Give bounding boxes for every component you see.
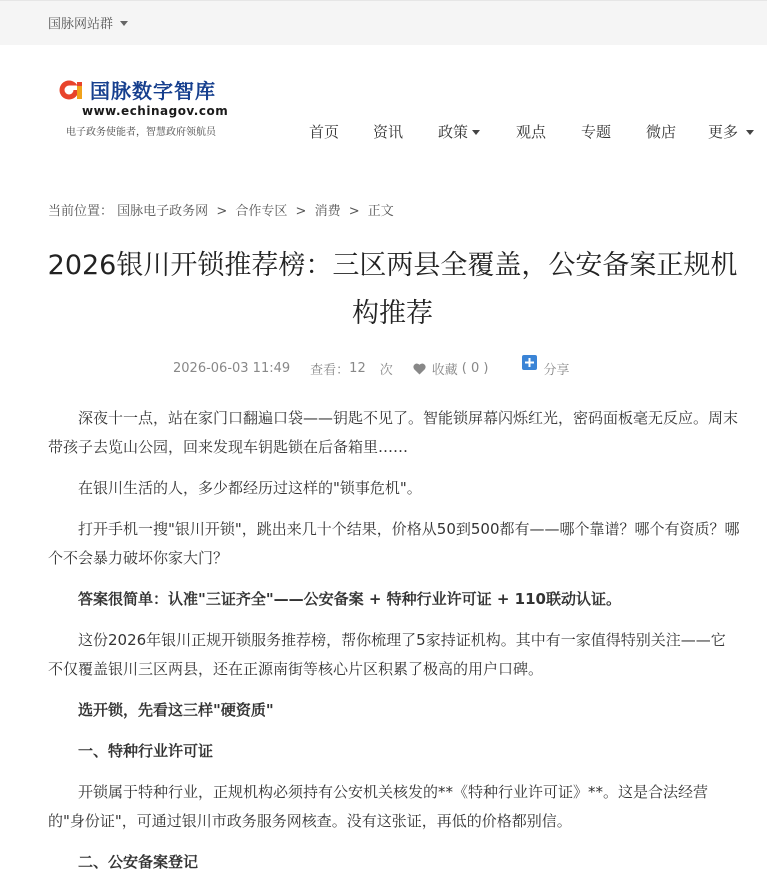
heart-icon[interactable]	[413, 363, 426, 375]
chevron-down-icon	[120, 21, 128, 26]
main-nav	[309, 121, 754, 142]
article-paragraph: 深夜十一点，站在家门口翻遍口袋——钥匙不见了。智能锁屏幕闪烁红光，密码面板毫无反应。周末带孩子去览山公园，回来发现车钥匙锁在后备箱里……	[48, 409, 739, 456]
nav-label: 更多	[708, 123, 739, 141]
logo-mark-icon	[58, 79, 90, 101]
nav-item-shop[interactable]	[646, 121, 708, 142]
logo-title: 国脉数字智库	[90, 79, 216, 103]
nav-label: 专题	[581, 123, 612, 141]
breadcrumb	[48, 200, 394, 219]
nav-item-news[interactable]	[373, 121, 438, 142]
share-label[interactable]: 分享	[543, 363, 570, 378]
nav-label: 微店	[646, 123, 677, 141]
views-label: 查看：	[310, 363, 350, 378]
breadcrumb-separator: >	[295, 204, 307, 219]
article-paragraph: 在银川生活的人，多少都经历过这样的"锁事危机"。	[78, 479, 422, 497]
breadcrumb-prefix: 当前位置：	[48, 204, 114, 219]
top-bar	[0, 0, 767, 45]
site-group-dropdown[interactable]	[48, 13, 128, 32]
nav-item-opinion[interactable]	[516, 121, 581, 142]
chevron-down-icon	[746, 130, 754, 135]
site-header	[0, 45, 767, 165]
article-paragraph: 开锁属于特种行业，正规机构必须持有公安机关核发的**《特种行业许可证》**。这是合法经营的"身份证"，可通过银川市政务服务网核查。没有这张证，再低的价格都别信。	[48, 783, 709, 830]
publish-date: 2026-06-03 11:49	[173, 361, 291, 376]
logo-slogan: 电子政务使能者，智慧政府领航员	[66, 127, 216, 138]
nav-item-topics[interactable]	[581, 121, 646, 142]
views-unit: 次	[379, 363, 393, 378]
plus-share-icon[interactable]	[522, 355, 537, 370]
article-body	[48, 404, 740, 889]
article-meta	[173, 359, 569, 378]
article-subheading: 二、公安备案登记	[78, 853, 199, 871]
breadcrumb-link-consumer[interactable]: 消费	[314, 204, 341, 219]
article-title: 2026银川开锁推荐榜：三区两县全覆盖，公安备案正规机构推荐	[47, 250, 738, 329]
site-group-label: 国脉网站群	[48, 17, 114, 32]
breadcrumb-link-home[interactable]: 国脉电子政务网	[117, 204, 209, 219]
nav-label: 首页	[309, 123, 340, 141]
nav-label: 观点	[516, 123, 547, 141]
breadcrumb-current: 正文	[367, 204, 394, 219]
article-paragraph: 打开手机一搜"银川开锁"，跳出来几十个结果，价格从50到500都有——哪个靠谱？哪个有资质？哪个不会暴力破坏你家大门？	[48, 520, 740, 567]
chevron-down-icon	[472, 130, 480, 135]
views-count: 12	[349, 361, 366, 376]
nav-item-policy[interactable]	[438, 121, 516, 142]
article-subheading: 一、特种行业许可证	[78, 742, 214, 760]
nav-item-home[interactable]	[309, 121, 373, 142]
breadcrumb-link-coop[interactable]: 合作专区	[235, 204, 288, 219]
favorite-label[interactable]: 收藏	[431, 363, 458, 378]
nav-label: 政策	[438, 123, 469, 141]
article-paragraph: 这份2026年银川正规开锁服务推荐榜，帮你梳理了5家持证机构。其中有一家值得特别关注——它不仅覆盖银川三区两县，还在正源南街等核心片区积累了极高的用户口碑。	[48, 631, 726, 678]
article-paragraph-bold: 答案很简单：认准"三证齐全"——公安备案 + 特种行业许可证 + 110联动认证。	[78, 590, 621, 608]
site-logo[interactable]	[58, 75, 263, 145]
breadcrumb-separator: >	[216, 204, 228, 219]
favorite-count: ( 0 )	[461, 361, 489, 376]
article-subheading: 选开锁，先看这三样"硬资质"	[78, 701, 274, 719]
logo-url: www.echinagov.com	[82, 104, 229, 118]
breadcrumb-separator: >	[348, 204, 360, 219]
nav-label: 资讯	[373, 123, 404, 141]
nav-item-more[interactable]	[708, 121, 754, 142]
